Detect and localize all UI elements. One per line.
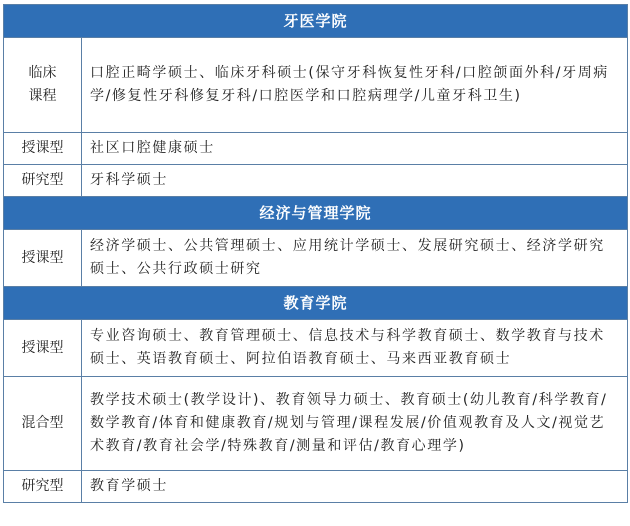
program-type-cell: 研究型 — [4, 471, 82, 503]
program-type-cell: 授课型 — [4, 320, 82, 377]
section-header-row — [4, 5, 628, 38]
program-list-cell: 教育学硕士 — [82, 471, 628, 503]
section-title-dentistry: 牙医学院 — [4, 5, 628, 38]
program-list-cell: 专业咨询硕士、教育管理硕士、信息技术与科学教育硕士、数学教育与技术硕士、英语教育硕士、阿拉伯语教育硕士、马来西亚教育硕士 — [82, 320, 628, 377]
program-type-cell: 混合型 — [4, 377, 82, 471]
program-type-cell: 授课型 — [4, 133, 82, 165]
table-row — [4, 471, 628, 503]
program-list-cell: 社区口腔健康硕士 — [82, 133, 628, 165]
program-type-label-line1: 临床 — [28, 65, 57, 81]
section-title-economics: 经济与管理学院 — [4, 197, 628, 230]
table-row — [4, 377, 628, 471]
program-type-cell: 研究型 — [4, 165, 82, 197]
program-list-cell: 教学技术硕士(教学设计)、教育领导力硕士、教育硕士(幼儿教育/科学教育/数学教育/体育和健康教育/规划与管理/课程发展/价值观教育及人文/视觉艺术教育/教育社会学/特殊教育/测量和评估/教育心理学) — [82, 377, 628, 471]
table-row — [4, 320, 628, 377]
table-row — [4, 165, 628, 197]
program-list-cell: 经济学硕士、公共管理硕士、应用统计学硕士、发展研究硕士、经济学研究硕士、公共行政硕士研究 — [82, 230, 628, 287]
program-table — [3, 4, 628, 503]
program-list-cell: 口腔正畸学硕士、临床牙科硕士(保守牙科恢复性牙科/口腔颌面外科/牙周病学/修复性牙科修复牙科/口腔医学和口腔病理学/儿童牙科卫生) — [82, 38, 628, 133]
section-title-education: 教育学院 — [4, 287, 628, 320]
program-type-cell — [4, 38, 82, 133]
program-list-cell: 牙科学硕士 — [82, 165, 628, 197]
section-header-row — [4, 197, 628, 230]
program-type-cell: 授课型 — [4, 230, 82, 287]
table-row — [4, 133, 628, 165]
section-header-row — [4, 287, 628, 320]
program-table-container — [3, 4, 627, 503]
program-type-label-line2: 课程 — [28, 88, 57, 104]
table-row — [4, 230, 628, 287]
table-row — [4, 38, 628, 133]
